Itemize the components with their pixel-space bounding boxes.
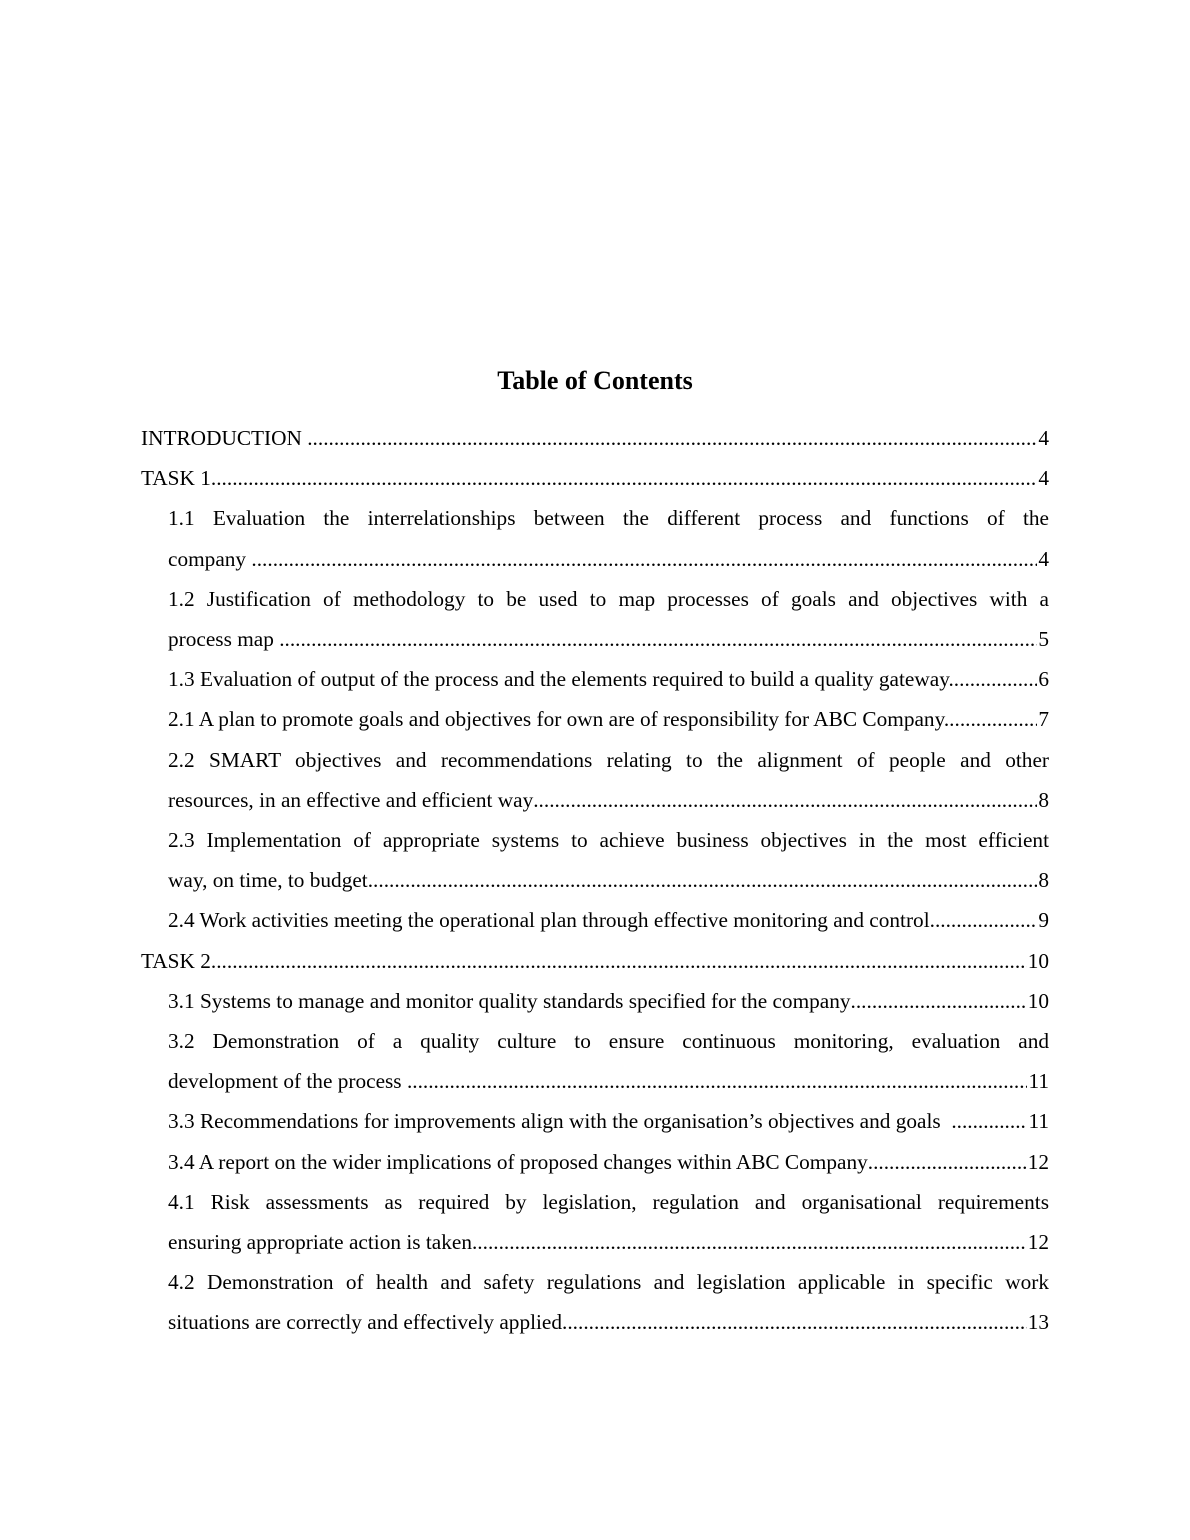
toc-entry-line	[168, 659, 1049, 699]
toc-entry-text: 2.3 Implementation of appropriate systems to achieve business objectives in the most efficient	[168, 828, 1049, 853]
toc-page-number: 5	[1038, 627, 1049, 652]
toc-entry[interactable]	[168, 740, 1049, 820]
toc-entry-text: 2.4 Work activities meeting the operational plan through effective monitoring and control.	[168, 908, 935, 933]
toc-entry-text: 4.1 Risk assessments as required by legislation, regulation and organisational requirements	[168, 1189, 1049, 1214]
toc-entry-line	[168, 981, 1049, 1021]
toc-entry[interactable]	[168, 659, 1049, 699]
toc-entry-text: TASK 1	[141, 466, 211, 491]
dot-leader	[472, 1222, 1027, 1262]
dot-leader	[562, 1302, 1027, 1342]
toc-page-number: 4	[1038, 546, 1049, 571]
toc-entry-line	[168, 780, 1049, 820]
toc-entry-text: company	[168, 546, 252, 571]
toc-entry-line	[141, 418, 1049, 458]
dot-leader	[954, 659, 1038, 699]
toc-entry[interactable]	[168, 981, 1049, 1021]
toc-page-number: 12	[1027, 1149, 1049, 1174]
toc-entry[interactable]	[168, 699, 1049, 739]
toc-entry-line	[141, 458, 1049, 498]
toc-page-number: 9	[1038, 908, 1049, 933]
toc-page-number: 8	[1038, 787, 1049, 812]
toc-entry-text: 2.2 SMART objectives and recommendations relating to the alignment of people and other	[168, 747, 1049, 772]
toc-entry[interactable]	[168, 1021, 1049, 1101]
toc-entry-text: TASK 2	[141, 948, 211, 973]
page-title: Table of Contents	[497, 366, 693, 395]
dot-leader	[279, 619, 1037, 659]
dot-leader	[211, 458, 1037, 498]
toc-page-number: 13	[1027, 1310, 1049, 1335]
toc-entry-line	[168, 539, 1049, 579]
dot-leader	[307, 418, 1037, 458]
dot-leader	[949, 699, 1037, 739]
toc-entry-line	[168, 1101, 1049, 1141]
toc-entry-line	[168, 1222, 1049, 1262]
dot-leader	[935, 900, 1037, 940]
toc-page-number: 6	[1038, 667, 1049, 692]
toc-entry-text: process map	[168, 627, 280, 652]
toc-entry-line	[168, 1302, 1049, 1342]
dot-leader	[533, 780, 1037, 820]
toc-entry-text: 1.3 Evaluation of output of the process and the elements required to build a quality gateway.	[168, 667, 954, 692]
toc-entry[interactable]	[168, 498, 1049, 578]
toc-entry[interactable]	[168, 1262, 1049, 1342]
toc-page-number: 10	[1027, 948, 1049, 973]
toc-entry-text: 3.4 A report on the wider implications of proposed changes within ABC Company	[168, 1149, 868, 1174]
toc-page-number: 8	[1038, 868, 1049, 893]
toc-entry[interactable]	[168, 1101, 1049, 1141]
dot-leader	[211, 941, 1027, 981]
toc-entry-text: situations are correctly and effectively applied	[168, 1310, 563, 1335]
toc-entry[interactable]	[168, 1142, 1049, 1182]
toc-page-number: 11	[1028, 1109, 1049, 1134]
toc-entry-text: ensuring appropriate action is taken	[168, 1230, 472, 1255]
toc-page-number: 12	[1027, 1230, 1049, 1255]
toc-page-number: 11	[1028, 1069, 1049, 1094]
toc-entry-line	[141, 941, 1049, 981]
toc-entry-text: 2.1 A plan to promote goals and objectives for own are of responsibility for ABC Company.	[168, 707, 950, 732]
dot-leader	[407, 1061, 1028, 1101]
toc-entry[interactable]	[141, 418, 1049, 458]
toc-entry-line	[168, 1061, 1049, 1101]
toc-entry[interactable]	[141, 458, 1049, 498]
toc-entry-text: 3.1 Systems to manage and monitor quality standards specified for the company	[168, 988, 851, 1013]
toc-entry-line	[168, 860, 1049, 900]
toc-entry-text: 4.2 Demonstration of health and safety regulations and legislation applicable in specific work	[168, 1270, 1049, 1295]
toc-entry-text: 1.2 Justification of methodology to be used to map processes of goals and objectives with a	[168, 586, 1049, 611]
dot-leader	[951, 1101, 1027, 1141]
toc-entry[interactable]	[168, 579, 1049, 659]
toc-entry-text: 3.2 Demonstration of a quality culture to ensure continuous monitoring, evaluation and	[168, 1029, 1049, 1054]
toc-entry-text: 1.1 Evaluation the interrelationships between the different process and functions of the	[168, 506, 1049, 531]
toc-entry-text: INTRODUCTION	[141, 426, 308, 450]
toc-entry-text: way, on time, to budget	[168, 868, 368, 893]
dot-leader	[868, 1142, 1027, 1182]
toc-page-number: 10	[1027, 988, 1049, 1013]
toc-entry-text: development of the process	[168, 1069, 407, 1094]
toc-entry[interactable]	[168, 900, 1049, 940]
toc-entry-line	[168, 900, 1049, 940]
toc-entry-text: resources, in an effective and efficient way	[168, 787, 534, 812]
toc-entry[interactable]	[141, 941, 1049, 981]
toc-entry[interactable]	[168, 820, 1049, 900]
toc-page-number: 7	[1038, 707, 1049, 732]
toc-entry-text: 3.3 Recommendations for improvements align with the organisation’s objectives and goals	[168, 1109, 952, 1134]
toc-page-number: 4	[1038, 466, 1049, 491]
table-of-contents	[141, 418, 1049, 1343]
dot-leader	[251, 539, 1037, 579]
toc-entry[interactable]	[168, 1182, 1049, 1262]
dot-leader	[851, 981, 1027, 1021]
toc-page-number: 4	[1038, 426, 1049, 450]
dot-leader	[368, 860, 1038, 900]
toc-entry-line	[168, 619, 1049, 659]
toc-entry-line	[168, 1142, 1049, 1182]
toc-entry-line	[168, 699, 1049, 739]
